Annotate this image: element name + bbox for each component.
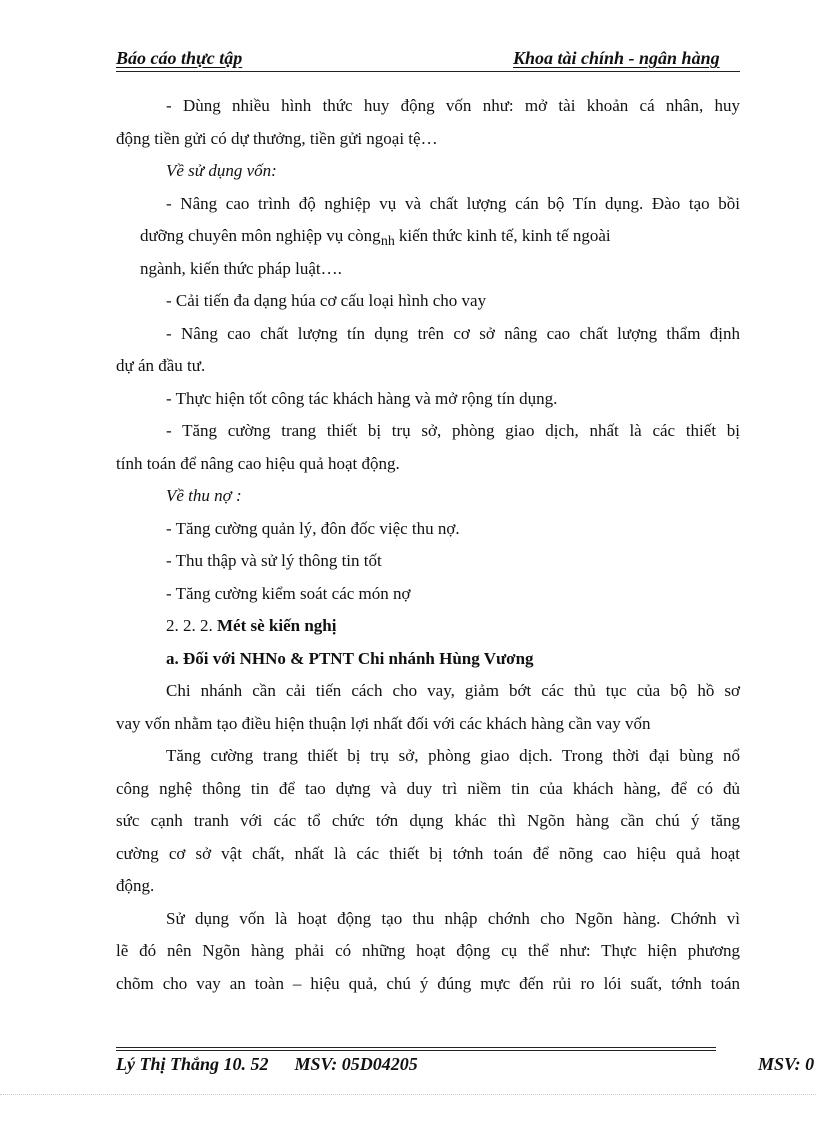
- bullet-line: - Tăng cường quản lý, đôn đốc việc thu nợ.: [166, 518, 460, 538]
- text-run: kiến thức kinh tế, kinh tế ngoài: [398, 226, 611, 245]
- footer-divider: [116, 1047, 716, 1048]
- bullet-line: - Tăng cường kiểm soát các món nợ: [166, 583, 411, 603]
- paragraph-line: sức cạnh tranh với các tổ chức tớn dụng khác thì Ngõn hàng cần chú ý tăng: [116, 811, 740, 830]
- footer-divider: [116, 1050, 716, 1051]
- paragraph-line: công nghệ thông tin để tao dựng và duy trì niềm tin của khách hàng, để có đủ: [116, 778, 740, 798]
- section-number: 2. 2. 2.: [166, 616, 213, 635]
- paragraph-line: động.: [116, 876, 155, 895]
- text-run: dưỡng chuyên môn nghiệp vụ còng: [140, 226, 381, 245]
- paragraph-line: tính toán để nâng cao hiệu quả hoạt động.: [116, 453, 400, 473]
- paragraph-line: chõm cho vay an toàn – hiệu quả, chú ý đúng mực đến rủi ro lói suất, tớnh toán: [116, 973, 740, 993]
- footer-right-id: MSV: 0: [758, 1054, 815, 1074]
- header-divider: [116, 71, 740, 72]
- text-run-offset: nh: [380, 234, 395, 249]
- paragraph-line: - Tăng cường trang thiết bị trụ sở, phòng giao dịch, nhất là các thiết bị: [166, 421, 740, 440]
- paragraph-line: [116, 220, 740, 253]
- paragraph-line: dự án đầu tư.: [116, 356, 206, 375]
- footer-author-name: Lý Thị Thắng 10. 52: [116, 1054, 269, 1074]
- paragraph-line: - Nâng cao chất lượng tín dụng trên cơ sở nâng cao chất lượng thẩm định: [166, 323, 740, 343]
- subheading-use-of-funds: Về sử dụng vốn:: [166, 161, 277, 180]
- paragraph-line: - Dùng nhiều hình thức huy động vốn như: mở tài khoản cá nhân, huy: [166, 96, 740, 115]
- page-break-line: [0, 1094, 816, 1095]
- bullet-line: - Cải tiến đa dạng húa cơ cấu loại hình cho vay: [166, 291, 487, 310]
- paragraph-line: lẽ đó nên Ngõn hàng phải có những hoạt động cụ thể như: Thực hiện phương: [116, 941, 740, 960]
- footer-author: [116, 1054, 418, 1075]
- header-report-title: Báo cáo thực tập: [116, 48, 243, 68]
- subheading-debt-collection: Về thu nợ :: [166, 486, 242, 505]
- header-faculty: Khoa tài chính - ngân hàng: [513, 48, 720, 68]
- paragraph-line: Chi nhánh cần cải tiến cách cho vay, giảm bớt các thủ tục của bộ hồ sơ: [166, 681, 740, 700]
- document-body: [116, 90, 740, 1000]
- bullet-line: - Thực hiện tốt công tác khách hàng và mở rộng tín dụng.: [166, 388, 558, 408]
- paragraph-line: Tăng cường trang thiết bị trụ sở, phòng giao dịch. Trong thời đại bùng nổ: [166, 746, 740, 765]
- section-heading: [116, 610, 740, 643]
- footer-student-id: MSV: 05D04205: [294, 1054, 418, 1074]
- subsection-title: a. Đối với NHNo & PTNT Chi nhánh Hùng Vương: [166, 648, 534, 668]
- paragraph-line: động tiền gửi có dự thưởng, tiền gửi ngoại tệ…: [116, 128, 438, 148]
- paragraph-line: ngành, kiến thức pháp luật….: [140, 258, 342, 278]
- section-title: Mét sè kiến nghị: [217, 616, 337, 635]
- bullet-line: - Thu thập và sử lý thông tin tốt: [166, 551, 382, 570]
- paragraph-line: vay vốn nhằm tạo điều hiện thuận lợi nhất đối với các khách hàng cần vay vốn: [116, 713, 651, 733]
- paragraph-line: Sử dụng vốn là hoạt động tạo thu nhập chớnh cho Ngõn hàng. Chớnh vì: [166, 908, 740, 928]
- paragraph-line: cường cơ sở vật chất, nhất là các thiết bị tớnh toán để nõng cao hiệu quả hoạt: [116, 843, 740, 863]
- paragraph-line: - Nâng cao trình độ nghiệp vụ và chất lượng cán bộ Tín dụng. Đào tạo bồi: [166, 193, 740, 213]
